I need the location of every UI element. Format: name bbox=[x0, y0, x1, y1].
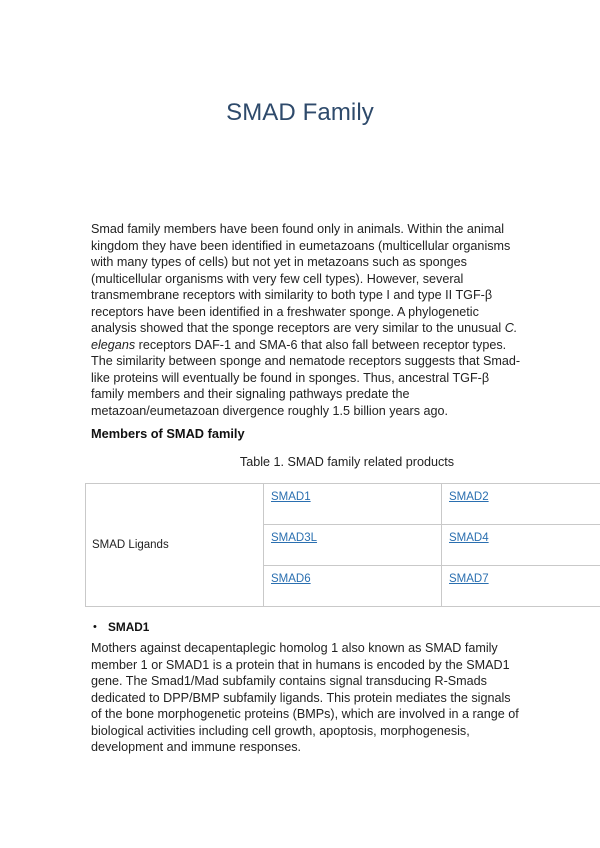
section-heading: Members of SMAD family bbox=[91, 426, 245, 441]
product-link-smad3l[interactable]: SMAD3L bbox=[271, 532, 318, 544]
product-link-smad2[interactable]: SMAD2 bbox=[449, 491, 489, 503]
table-row bbox=[86, 484, 600, 525]
intro-italic-species: C. elegans bbox=[91, 321, 518, 352]
products-table bbox=[85, 483, 600, 607]
intro-paragraph bbox=[91, 221, 521, 419]
bullet-smad1-heading: SMAD1 bbox=[108, 620, 150, 634]
bullet-dot-icon: • bbox=[93, 621, 97, 633]
intro-text-part-1: Smad family members have been found only in animals. Within the animal kingdom they have been identified in eumetazoans (multicellular organisms with many types of cells) but not yet in metazoans such as sponges (multicellular organisms with very few cell types). However, several transmembrane receptors with similarity to both type I and type II TGF-β receptors have been identified in a freshwater sponge. A phylogenetic analysis showed that the sponge receptors are very similar to the unusual bbox=[91, 222, 511, 335]
table-cell bbox=[264, 525, 442, 566]
table-cell bbox=[442, 566, 600, 607]
product-link-smad1[interactable]: SMAD1 bbox=[271, 491, 311, 503]
table-cell bbox=[264, 484, 442, 525]
intro-text-part-2: receptors DAF-1 and SMA-6 that also fall between receptor types. The similarity between sponge and nematode receptors suggests that Smad-like proteins will eventually be found in sponges. Thus, ancestral TGF-β family members and their signaling pathways predate the metazoan/eumetazoan divergence roughly 1.5 billion years ago. bbox=[91, 337, 521, 418]
table-cell bbox=[442, 484, 600, 525]
product-link-smad7[interactable]: SMAD7 bbox=[449, 573, 489, 585]
product-link-smad4[interactable]: SMAD4 bbox=[449, 532, 489, 544]
smad1-paragraph: Mothers against decapentaplegic homolog 1 also known as SMAD family member 1 or SMAD1 is a protein that in humans is encoded by the SMAD1 gene. The Smad1/Mad subfamily contains signal transducing R-Smads dedicated to DPP/BMP subfamily ligands. This protein mediates the signals of the bone morphogenetic proteins (BMPs), which are involved in a range of biological activities including cell growth, apoptosis, morphogenesis, development and immune responses. bbox=[91, 641, 519, 754]
page-title: SMAD Family bbox=[226, 99, 374, 126]
row-label-cell: SMAD Ligands bbox=[86, 484, 264, 607]
product-link-smad6[interactable]: SMAD6 bbox=[271, 573, 311, 585]
table-cell bbox=[264, 566, 442, 607]
table-cell bbox=[442, 525, 600, 566]
table-caption: Table 1. SMAD family related products bbox=[239, 455, 455, 469]
